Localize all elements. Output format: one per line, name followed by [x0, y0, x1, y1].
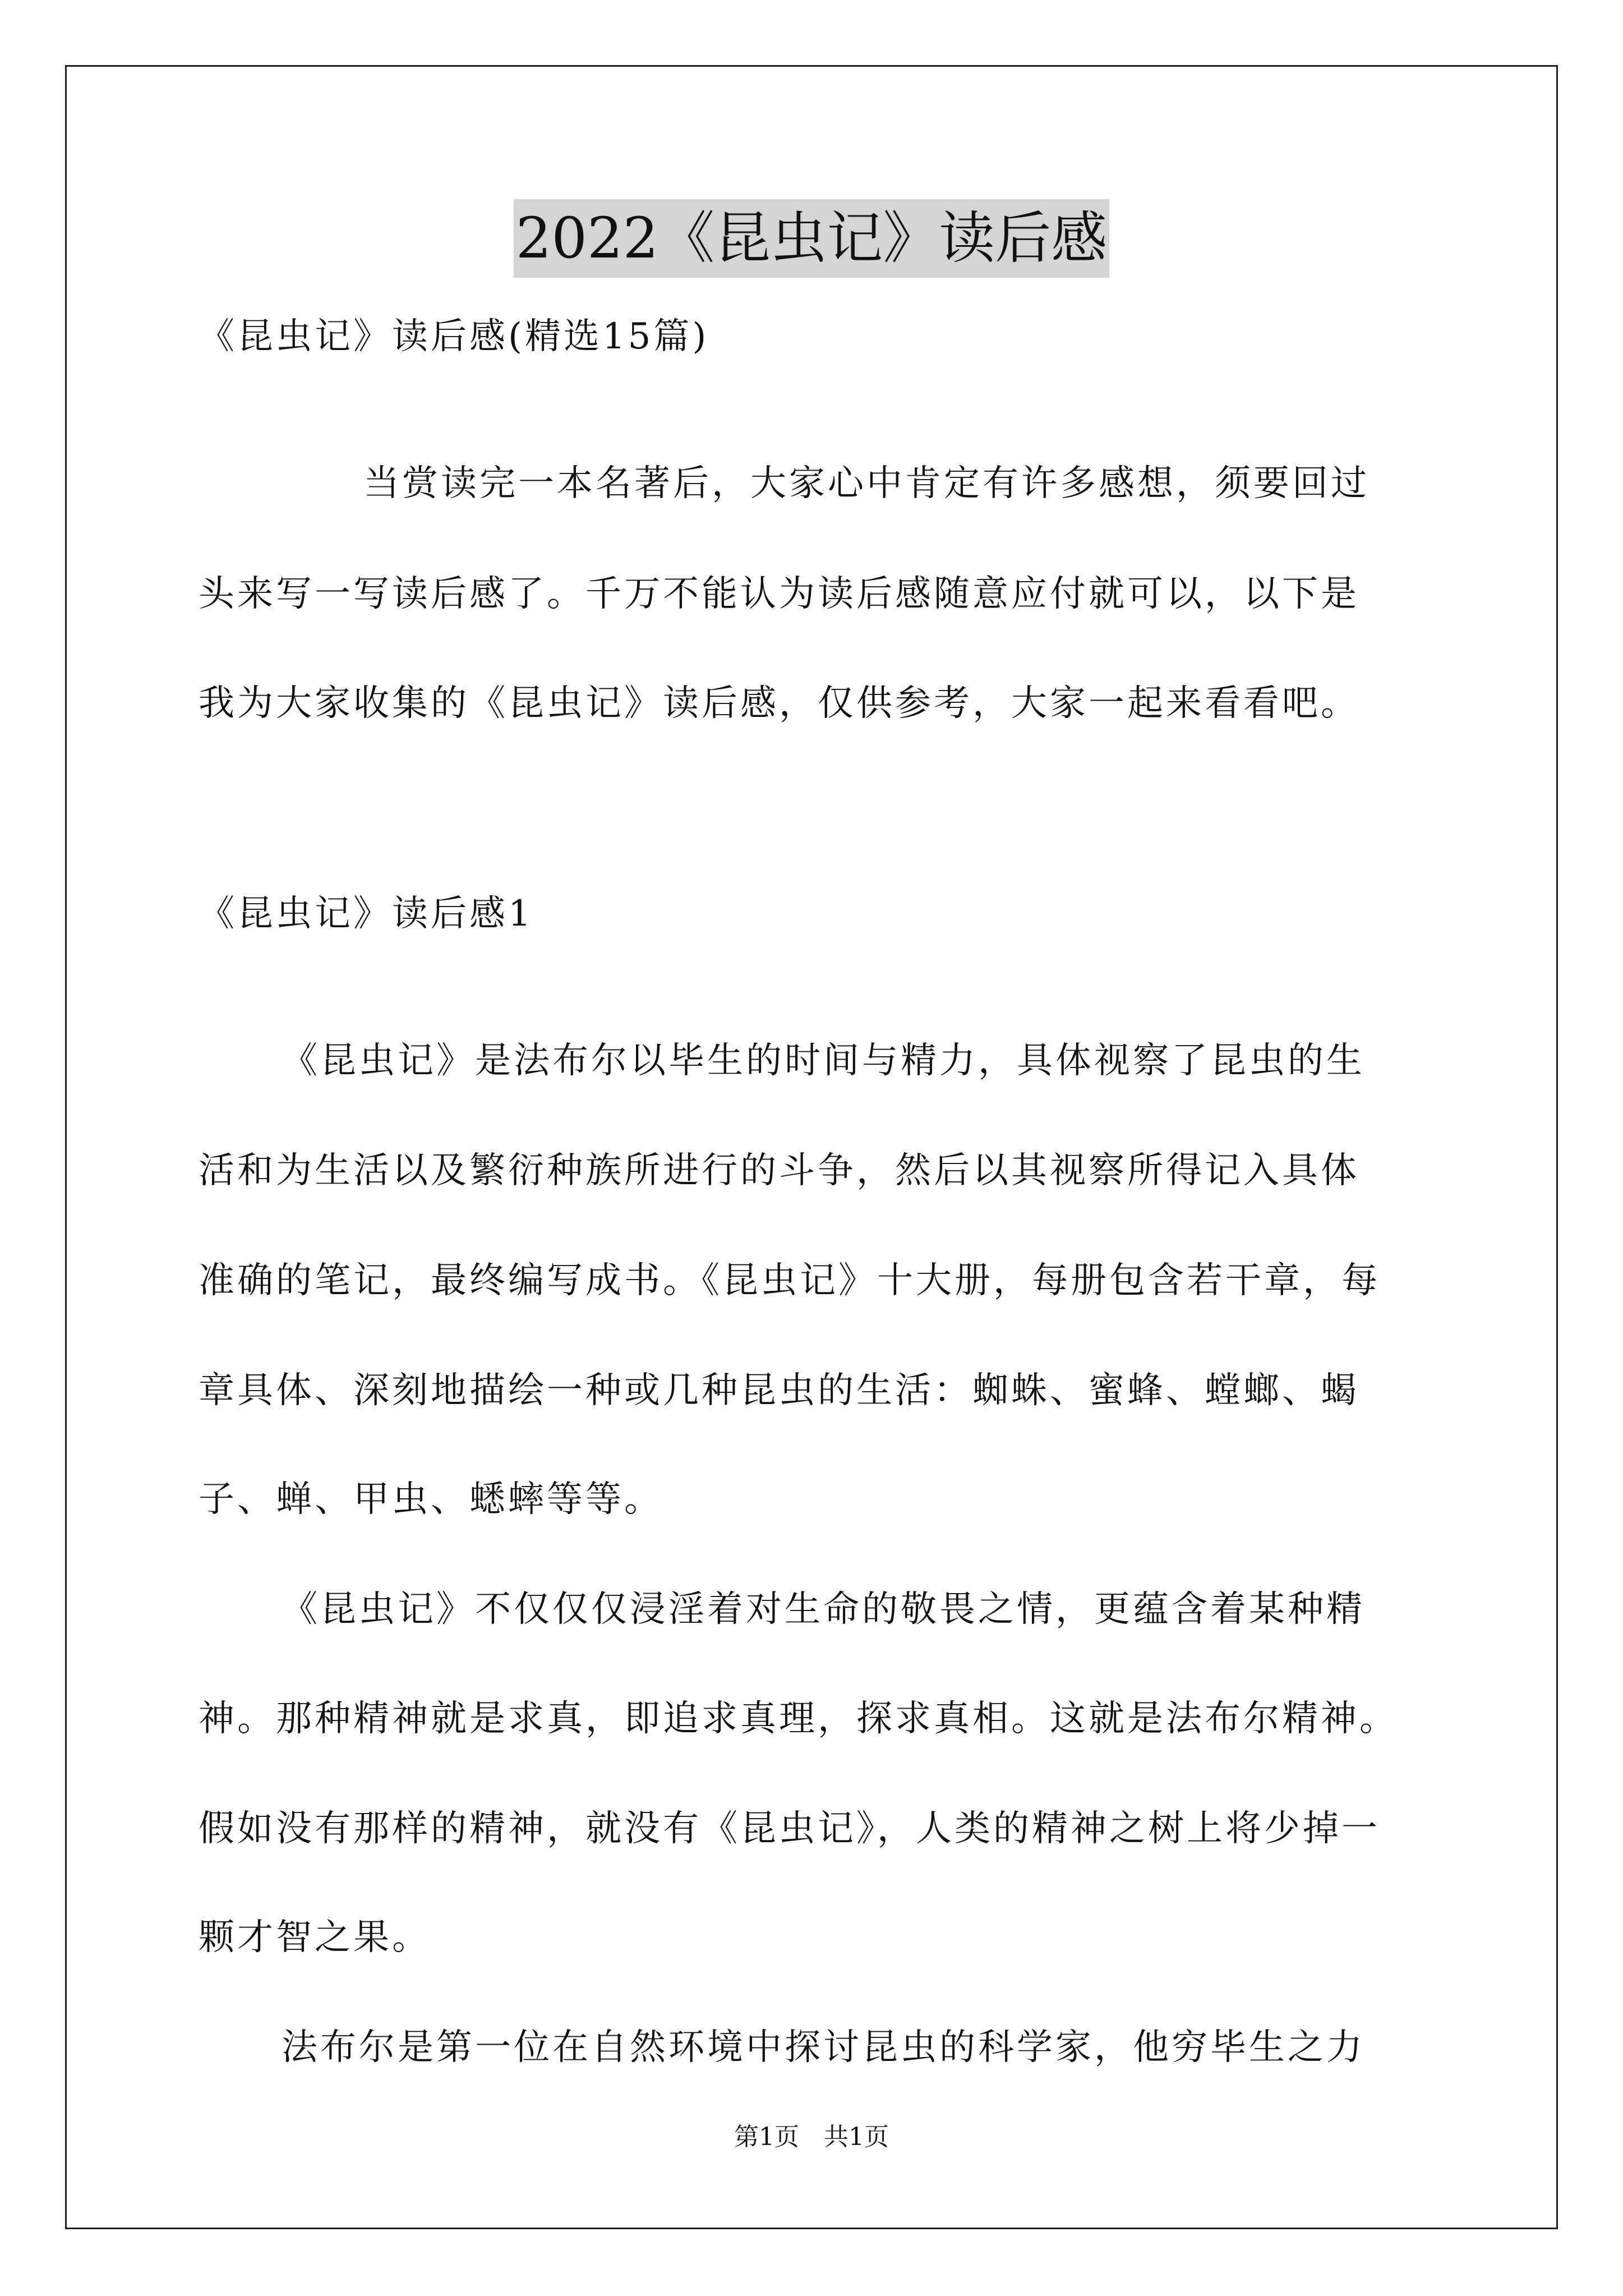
intro-line-1: 当赏读完一本名著后，大家心中肯定有许多感想，须要回过 — [363, 463, 1370, 504]
body-line-8: 假如没有那样的精神，就没有《昆虫记》，人类的精神之树上将少掉一 — [199, 1808, 1380, 1849]
intro-line-3: 我为大家收集的《昆虫记》读后感，仅供参考，大家一起来看看吧。 — [199, 683, 1359, 724]
body-line-1: 《昆虫记》是法布尔以毕生的时间与精力，具体视察了昆虫的生 — [282, 1040, 1365, 1082]
body-line-7: 神。那种精神就是求真，即追求真理，探求真相。这就是法布尔精神。 — [199, 1698, 1398, 1740]
intro-line-2: 头来写一写读后感了。千万不能认为读后感随意应付就可以，以下是 — [199, 573, 1359, 615]
body-line-6: 《昆虫记》不仅仅仅浸淫着对生命的敬畏之情，更蕴含着某种精 — [282, 1589, 1365, 1630]
section-heading: 《昆虫记》读后感1 — [199, 893, 534, 935]
body-line-3: 准确的笔记，最终编写成书。《昆虫记》十大册，每册包含若干章，每 — [199, 1260, 1380, 1301]
body-line-4: 章具体、深刻地描绘一种或几种昆虫的生活：蜘蛛、蜜蜂、螳螂、蝎 — [199, 1370, 1359, 1411]
body-line-2: 活和为生活以及繁衍种族所进行的斗争，然后以其视察所得记入具体 — [199, 1150, 1359, 1191]
body-line-9: 颗才智之果。 — [199, 1917, 431, 1958]
page-border — [65, 65, 1558, 2229]
title-container — [0, 199, 1623, 278]
body-line-5: 子、蝉、甲虫、蟋蟀等等。 — [199, 1479, 663, 1520]
document-title: 2022《昆虫记》读后感 — [514, 199, 1110, 278]
page-number-footer: 第1页 共1页 — [734, 2123, 889, 2151]
body-line-10: 法布尔是第一位在自然环境中探讨昆虫的科学家，他穷毕生之力 — [282, 2027, 1365, 2068]
document-subtitle: 《昆虫记》读后感(精选15篇) — [199, 316, 709, 357]
